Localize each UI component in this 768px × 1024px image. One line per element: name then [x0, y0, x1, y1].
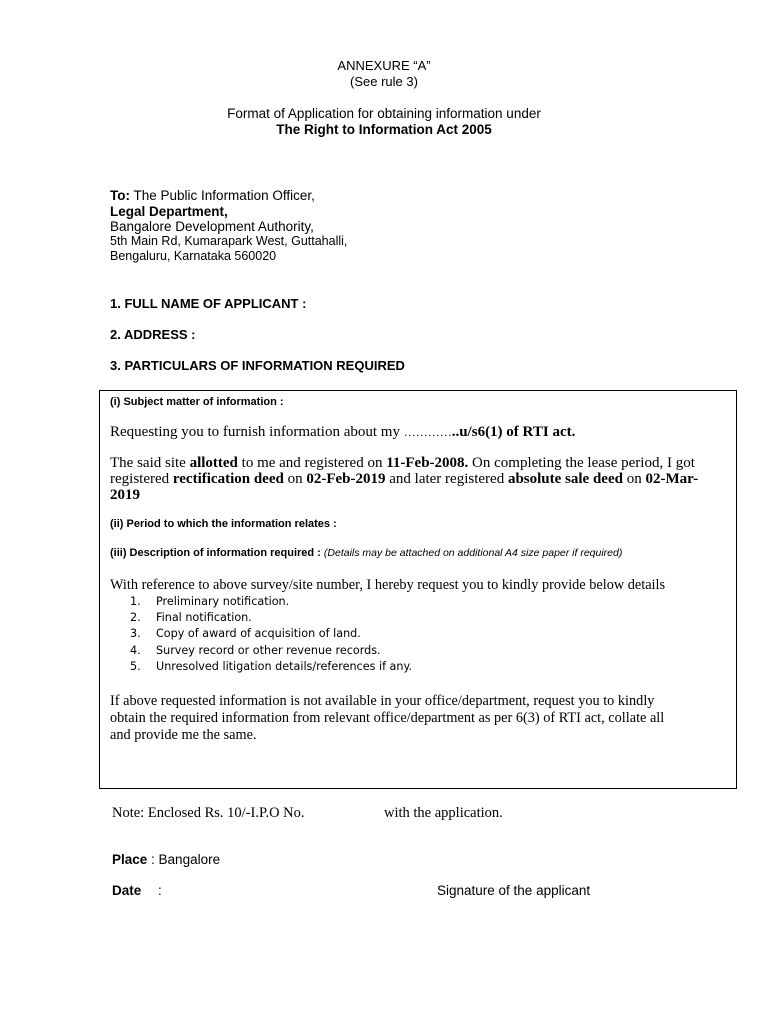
full-name-field: 1. FULL NAME OF APPLICANT : [110, 296, 307, 311]
description-label: (iii) Description of information required : [110, 547, 321, 559]
site-text: The said site [110, 455, 190, 471]
place-label: Place [112, 852, 148, 867]
closing-line-1: If above requested information is not available in your office/department, request you to kindly [110, 693, 655, 709]
site-line-2 [110, 471, 698, 488]
site-line-1 [110, 455, 695, 472]
list-item [130, 610, 412, 626]
list-item [130, 626, 412, 642]
to-line [110, 188, 315, 203]
date-label: Date [112, 883, 142, 898]
list-number: 2. [130, 611, 141, 625]
see-rule-text: (See rule 3) [350, 74, 418, 89]
list-text: Survey record or other revenue records. [156, 643, 381, 657]
rectification-deed: rectification deed [172, 471, 284, 487]
authority-name: Bangalore Development Authority, [110, 219, 314, 234]
sale-deed-date: 02-Mar- [645, 471, 699, 487]
list-text: Preliminary notification. [156, 595, 290, 608]
site-text: and later registered [385, 471, 508, 487]
note-text: Note: Enclosed Rs. 10/-I.P.O No. [112, 805, 305, 821]
details-list [130, 594, 412, 675]
city-address: Bengaluru, Karnataka 560020 [110, 249, 277, 263]
list-number: 3. [130, 627, 141, 641]
list-text: Copy of award of acquisition of land. [156, 627, 361, 641]
site-registration-date: 11-Feb-2008. [386, 455, 469, 471]
subject-matter-label: (i) Subject matter of information : [110, 396, 284, 408]
closing-line-2: obtain the required information from relevant office/department as per 6(3) of RTI act, collate all [110, 710, 665, 726]
description-line [110, 547, 622, 559]
list-number: 5. [130, 659, 141, 673]
site-text: on [283, 471, 307, 487]
list-text: Final notification. [156, 611, 252, 625]
note-suffix: with the application. [384, 805, 503, 821]
street-address: 5th Main Rd, Kumarapark West, Guttahalli, [110, 234, 348, 248]
act-title: The Right to Information Act 2005 [276, 122, 492, 137]
request-line [110, 424, 575, 441]
list-number: 4. [130, 643, 141, 657]
period-label: (ii) Period to which the information relates : [110, 518, 337, 530]
place-line [112, 852, 220, 867]
site-text: to me and registered on [237, 455, 387, 471]
request-prefix: Requesting you to furnish information about my [110, 424, 404, 440]
site-line-3: 2019 [110, 487, 140, 503]
to-recipient: The Public Information Officer, [133, 188, 315, 203]
format-title: Format of Application for obtaining information under [227, 106, 541, 121]
department-name: Legal Department, [110, 204, 228, 219]
place-value: : Bangalore [151, 852, 221, 867]
signature-label: Signature of the applicant [437, 883, 591, 898]
site-allotted: allotted [189, 455, 238, 471]
list-number: 1. [130, 595, 141, 608]
rectification-date: 02-Feb-2019 [306, 471, 386, 487]
request-dots: ………… [403, 425, 452, 439]
date-colon: : [158, 883, 162, 898]
annexure-title: ANNEXURE “A” [337, 58, 431, 73]
reference-text: With reference to above survey/site number, I hereby request you to kindly provide below details [110, 577, 666, 593]
list-item [130, 643, 412, 659]
absolute-sale-deed: absolute sale deed [507, 471, 623, 487]
address-field: 2. ADDRESS : [110, 327, 196, 342]
description-note: (Details may be attached on additional A4 size paper if required) [323, 547, 623, 559]
particulars-heading: 3. PARTICULARS OF INFORMATION REQUIRED [110, 358, 405, 373]
list-item [130, 659, 412, 675]
closing-line-3: and provide me the same. [110, 727, 257, 743]
list-text: Unresolved litigation details/references if any. [156, 659, 413, 673]
site-text: registered [110, 471, 173, 487]
to-label: To: [110, 188, 130, 203]
site-text: on [622, 471, 646, 487]
request-suffix: ..u/s6(1) of RTI act. [451, 424, 576, 440]
list-item [130, 594, 412, 610]
site-text: On completing the lease period, I got [468, 455, 695, 471]
